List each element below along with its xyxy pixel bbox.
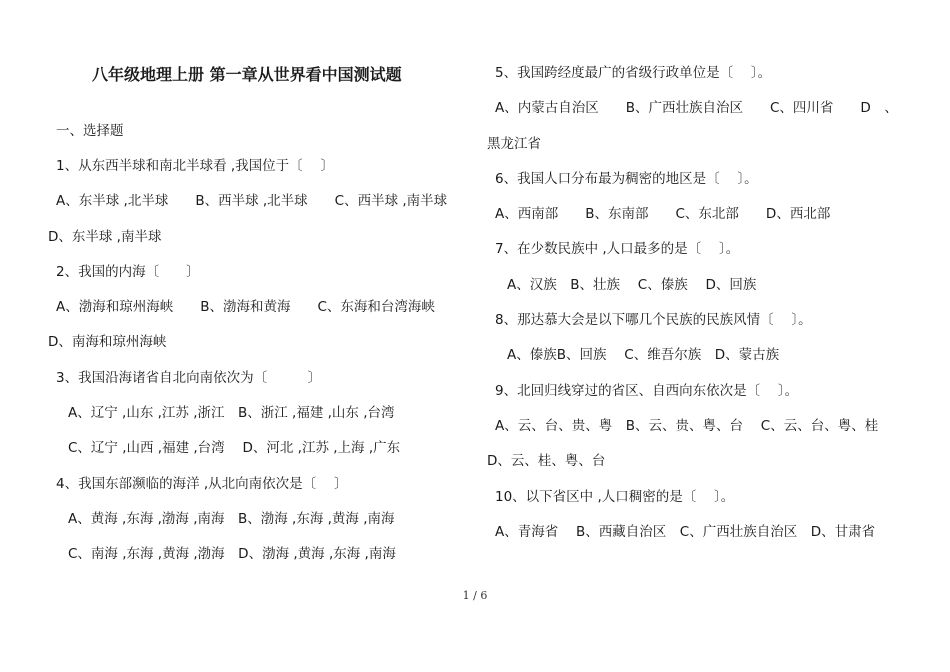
question-2-options: A、渤海和琼州海峡 B、渤海和黄海 C、东海和台湾海峡 (56, 299, 435, 315)
question-4-stem: 4、我国东部濒临的海洋 ,从北向南依次是〔 〕 (56, 476, 348, 492)
question-5-options-cont: 黑龙江省 (487, 136, 541, 152)
question-10-stem: 10、以下省区中 ,人口稠密的是〔 〕。 (495, 489, 735, 505)
page-number: 1 / 6 (462, 589, 488, 602)
question-6-stem: 6、我国人口分布最为稠密的地区是〔 〕。 (495, 171, 758, 187)
question-6-options: A、西南部 B、东南部 C、东北部 D、西北部 (495, 206, 831, 222)
question-8-options: A、傣族B、回族 C、维吾尔族 D、蒙古族 (507, 347, 780, 363)
question-9-stem: 9、北回归线穿过的省区、自西向东依次是〔 〕。 (495, 383, 799, 399)
question-3-options: A、辽宁 ,山东 ,江苏 ,浙江 B、浙江 ,福建 ,山东 ,台湾 (68, 405, 395, 421)
question-4-options-cont: C、南海 ,东海 ,黄海 ,渤海 D、渤海 ,黄海 ,东海 ,南海 (68, 546, 396, 562)
question-5-options: A、内蒙古自治区 B、广西壮族自治区 C、四川省 D 、 (495, 100, 898, 116)
question-7-stem: 7、在少数民族中 ,人口最多的是〔 〕。 (495, 241, 740, 257)
question-9-options: A、云、台、贵、粤 B、云、贵、粤、台 C、云、台、粤、桂 (495, 418, 879, 434)
question-7-options: A、汉族 B、壮族 C、傣族 D、回族 (507, 277, 757, 293)
question-1-options-cont: D、东半球 ,南半球 (48, 229, 162, 245)
question-3-stem: 3、我国沿海诸省自北向南依次为〔 〕 (56, 370, 322, 386)
question-5-stem: 5、我国跨经度最广的省级行政单位是〔 〕。 (495, 65, 772, 81)
question-10-options: A、青海省 B、西藏自治区 C、广西壮族自治区 D、甘肃省 (495, 524, 876, 540)
question-1-stem: 1、从东西半球和南北半球看 ,我国位于〔 〕 (56, 158, 334, 174)
section-heading: 一、选择题 (56, 123, 124, 139)
question-2-stem: 2、我国的内海〔 〕 (56, 264, 200, 280)
question-1-options: A、东半球 ,北半球 B、西半球 ,北半球 C、西半球 ,南半球 (56, 193, 448, 209)
question-9-options-cont: D、云、桂、粤、台 (487, 453, 606, 469)
document-title: 八年级地理上册 第一章从世界看中国测试题 (92, 65, 402, 84)
question-3-options-cont: C、辽宁 ,山西 ,福建 ,台湾 D、河北 ,江苏 ,上海 ,广东 (68, 440, 401, 456)
question-4-options: A、黄海 ,东海 ,渤海 ,南海 B、渤海 ,东海 ,黄海 ,南海 (68, 511, 395, 527)
question-8-stem: 8、那达慕大会是以下哪几个民族的民族风情〔 〕。 (495, 312, 812, 328)
question-2-options-cont: D、南海和琼州海峡 (48, 334, 167, 350)
